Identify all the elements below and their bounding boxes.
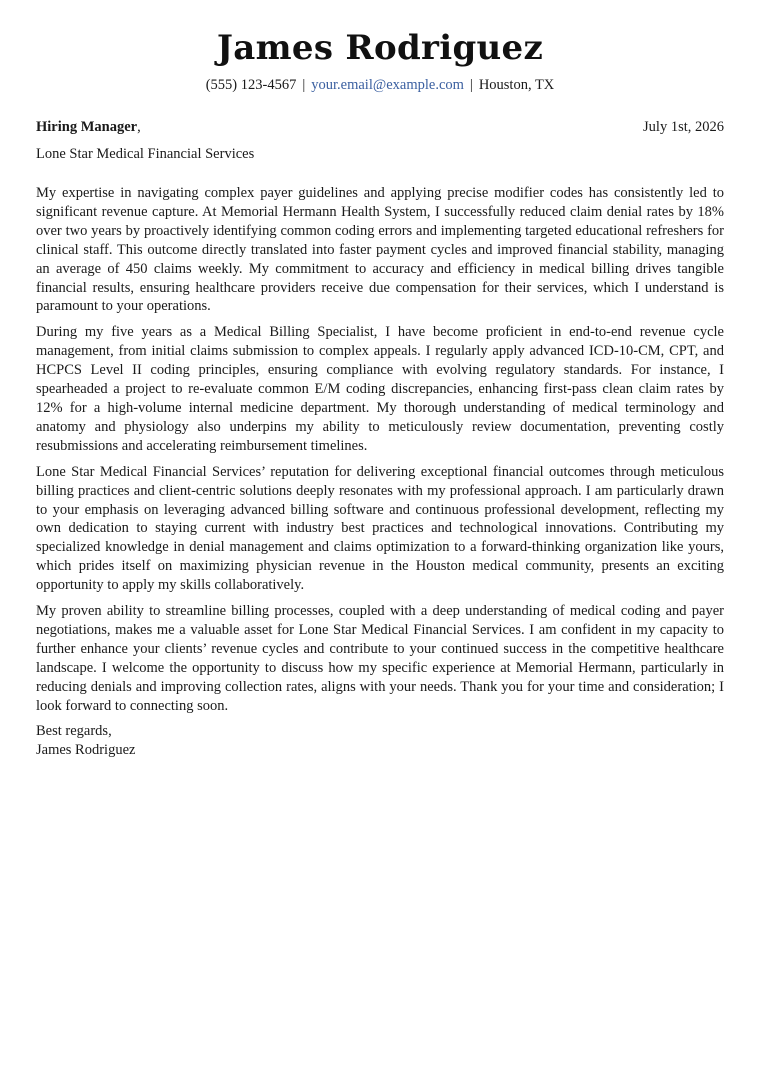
recipient-date-row [36,118,724,136]
recipient-company: Lone Star Medical Financial Services [36,146,255,162]
cover-letter-page [36,0,724,760]
contact-line [36,76,724,94]
body-paragraph: My proven ability to streamline billing processes, coupled with a deep understanding of medical coding and payer negotiations, makes me a valuable asset for Lone Star Medical Financial Services. I am confident in my capacity to further enhance your clients’ revenue cycles and contribute to your continued success in the competitive healthcare landscape. I welcome the opportunity to discuss how my specific experience at Memorial Hermann, particularly in reducing denials and improving collection rates, aligns with your needs. Thank you for your time and consideration; I look forward to connecting soon. [36,603,724,714]
signoff: Best regards, [36,723,112,740]
email-link[interactable]: your.email@example.com [311,77,464,93]
body-paragraph: During my five years as a Medical Billing Specialist, I have become proficient in end-to-end revenue cycle management, from initial claims submission to complex appeals. I regularly apply advanced ICD-10-CM, CPT, and HCPCS Level II coding principles, ensuring compliance with evolving regulatory standards. For instance, I spearheaded a project to re-evaluate common E/M coding discrepancies, enhancing first-pass clean claim rates by 12% for a high-volume internal medicine department. My thorough understanding of medical terminology and anatomy and physiology also underpins my ability to meticulously review documentation, preventing costly resubmissions and accelerating reimbursement timelines. [36,324,724,454]
contact-separator: | [302,77,306,93]
recipient-punct: , [137,119,141,135]
recipient-line [36,118,141,136]
phone-number: (555) 123-4567 [205,77,297,93]
letter-date: July 1st, 2026 [643,119,724,135]
body-paragraph: Lone Star Medical Financial Services’ reputation for delivering exceptional financial outcomes through meticulous billing practices and client-centric solutions deeply resonates with my professional approach. I am particularly drawn to your emphasis on leveraging advanced billing software and continuous professional development, reflecting my own dedication to staying current with industry best practices and technological innovations. Contributing my specialized knowledge in denial management and claims optimization to a forward-thinking organization like yours, which prides itself on maximizing physician revenue in the Houston medical community, presents an exciting opportunity to apply my skills collaboratively. [36,463,724,594]
letter-body [36,184,724,715]
letter-closing [36,722,724,760]
recipient-salutation: Hiring Manager [36,119,138,135]
contact-separator: | [469,77,473,93]
location: Houston, TX [478,77,555,93]
signature: James Rodriguez [36,742,136,759]
sender-name: James Rodriguez [216,28,544,68]
body-paragraph: My expertise in navigating complex payer guidelines and applying precise modifier codes has consistently led to significant revenue capture. At Memorial Hermann Health System, I successfully reduced claim denial rates by 18% over two years by proactively identifying common coding errors and implementing targeted educational refreshers for clinical staff. This outcome directly translated into faster payment cycles and improved financial stability, managing an average of 450 claims weekly. My commitment to accuracy and efficiency in medical billing drives tangible financial results, ensuring healthcare providers receive due compensation for their services, which I understand is paramount to your operations. [36,185,724,315]
